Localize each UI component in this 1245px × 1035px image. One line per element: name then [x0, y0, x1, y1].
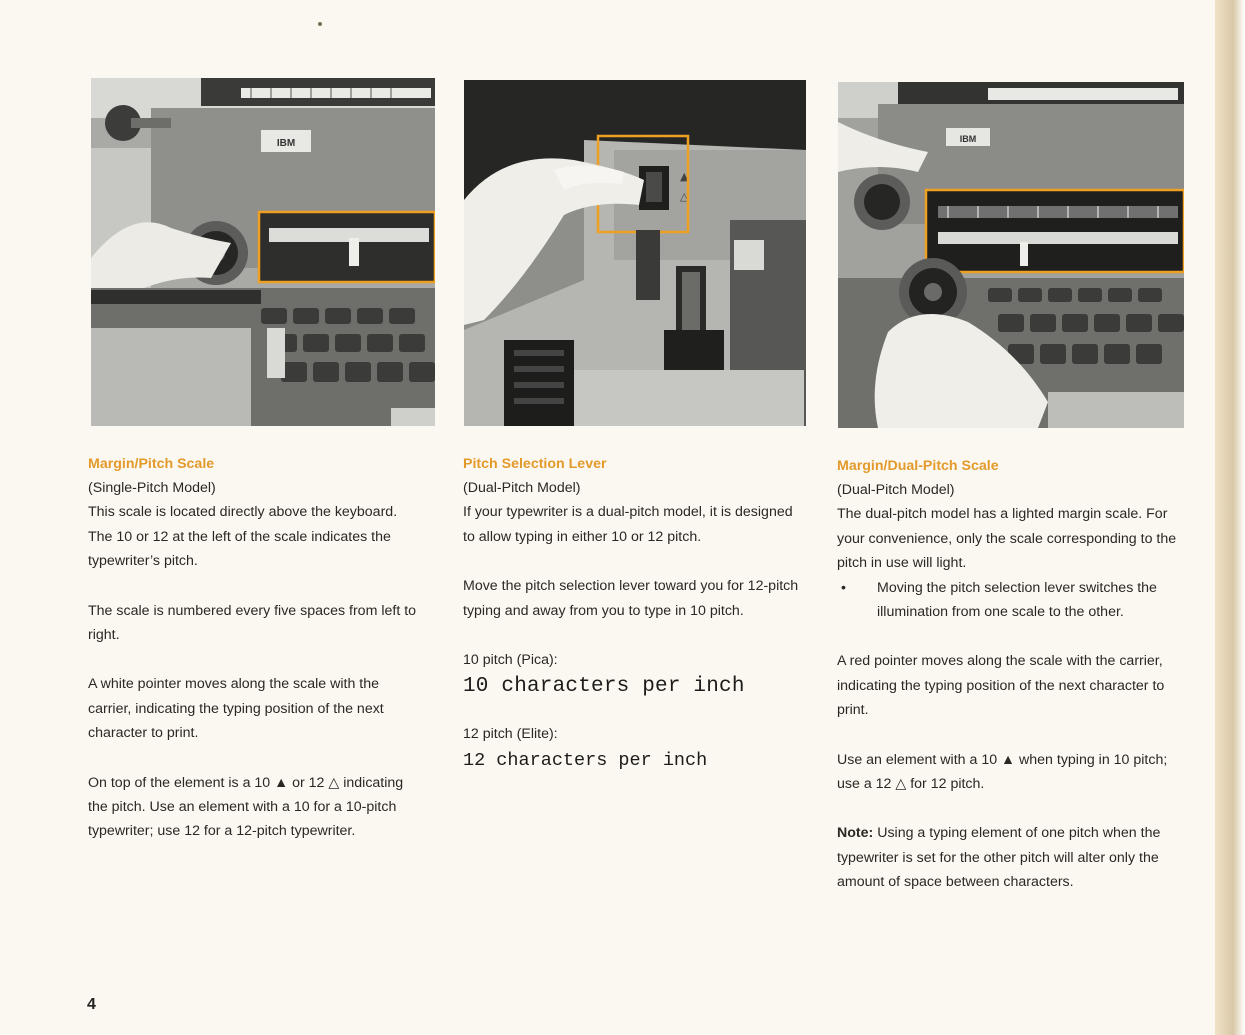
- pitch-selection-lever-section: [463, 452, 808, 775]
- ibm-logo: IBM: [959, 134, 977, 144]
- note-label: Note:: [837, 825, 874, 842]
- paragraph: The dual-pitch model has a lighted margin scale. For your convenience, only the scale corresponding to the pitch in use will light.: [837, 506, 1177, 572]
- ibm-logo: IBM: [276, 138, 296, 149]
- svg-text:△: △: [680, 190, 689, 203]
- pitch-selection-lever-photo: [464, 80, 806, 426]
- dual-pitch-scale-section: [837, 454, 1185, 920]
- page-number: 4: [87, 996, 96, 1013]
- paragraph: If your typewriter is a dual-pitch model, it is designed to allow typing in either 10 or 12 pitch.: [463, 504, 793, 545]
- paragraph: Use an element with a 10 ▲ when typing in 10 pitch; use a 12 △ for 12 pitch.: [837, 751, 1168, 793]
- paragraph: On top of the element is a 10 ▲ or 12 △ indicating the pitch. Use an element with a 10 for a 10-pitch typewriter; use 12 for a 12-pitch typewriter.: [88, 774, 404, 840]
- svg-text:▲: ▲: [680, 170, 689, 183]
- margin-pitch-scale-section: [88, 452, 423, 869]
- pica-sample: 10 characters per inch: [463, 675, 745, 699]
- note: [837, 821, 1185, 894]
- section-title: Margin/Pitch Scale: [88, 456, 215, 472]
- section-subtitle: (Single-Pitch Model): [88, 480, 216, 496]
- paragraph: Move the pitch selection lever toward you for 12-pitch typing and away from you to type in 10 pitch.: [463, 578, 799, 619]
- section-title: Pitch Selection Lever: [463, 456, 607, 472]
- page-edge: [1215, 0, 1245, 1035]
- section-subtitle: (Dual-Pitch Model): [837, 482, 955, 498]
- paragraph: The scale is numbered every five spaces from left to right.: [88, 602, 417, 644]
- elite-sample: 12 characters per inch: [463, 749, 708, 771]
- paragraph: A white pointer moves along the scale with the carrier, indicating the typing position of the next character to print.: [88, 676, 384, 742]
- note-text: Using a typing element of one pitch when the typewriter is set for the other pitch will alter only the amount of space between characters.: [837, 825, 1161, 891]
- section-subtitle: (Dual-Pitch Model): [463, 480, 581, 496]
- margin-pitch-scale-photo: [91, 78, 435, 426]
- paragraph: This scale is located directly above the keyboard. The 10 or 12 at the left of the scale indicates the typewriter’s pitch.: [88, 504, 398, 570]
- elite-label: 12 pitch (Elite):: [463, 726, 558, 743]
- paragraph: A red pointer moves along the scale with the carrier, indicating the typing position of the next character to print.: [837, 653, 1165, 719]
- decorative-dot: [318, 22, 322, 26]
- dual-pitch-scale-photo: [838, 82, 1184, 428]
- section-title: Margin/Dual-Pitch Scale: [837, 458, 999, 474]
- bullet-item: [837, 576, 1185, 625]
- bullet-icon: •: [841, 579, 846, 596]
- bullet-text: Moving the pitch selection lever switches the illumination from one scale to the other.: [877, 579, 1157, 621]
- pica-label: 10 pitch (Pica):: [463, 652, 558, 669]
